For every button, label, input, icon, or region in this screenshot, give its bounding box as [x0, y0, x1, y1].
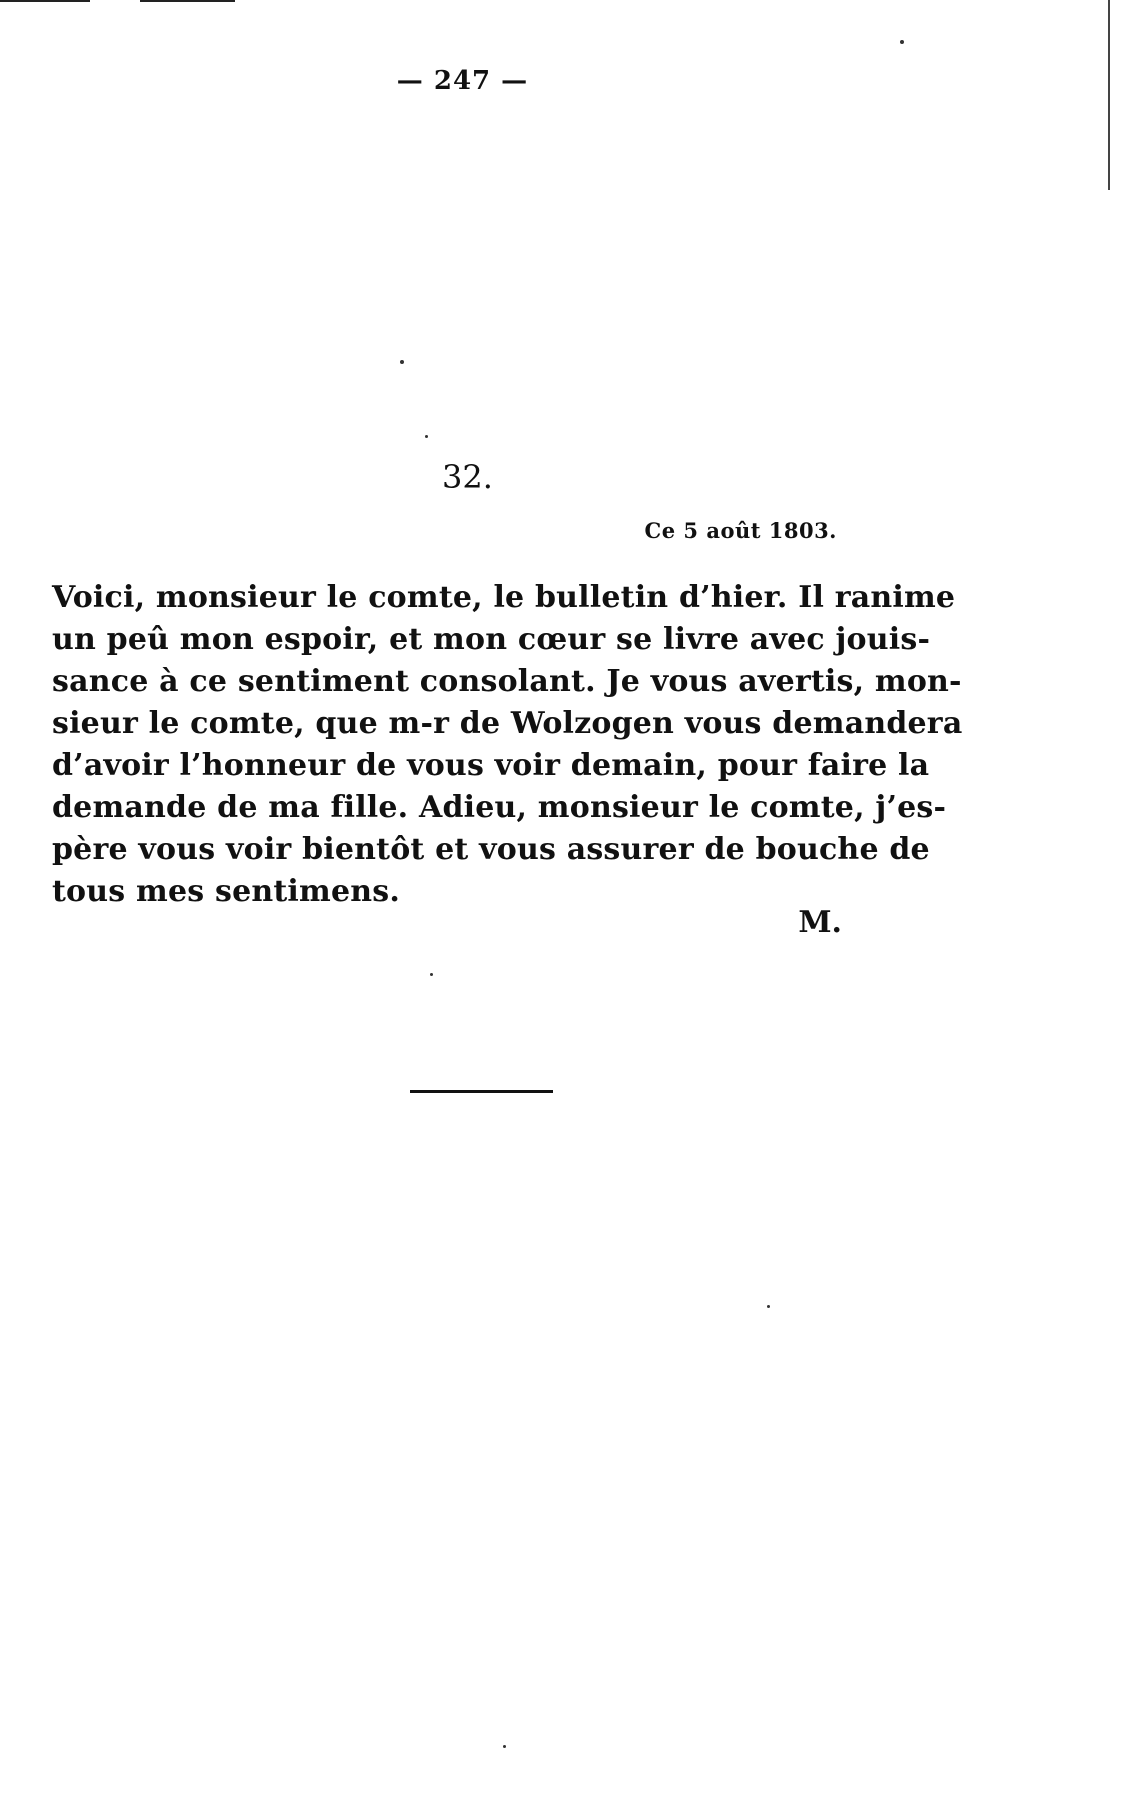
body-line: sance à ce sentiment consolant. Je vous avertis, mon- — [52, 664, 962, 699]
top-edge-rule — [0, 0, 90, 2]
body-line: demande de ma fille. Adieu, monsieur le comte, j’es- — [52, 790, 947, 825]
signature: M. — [798, 905, 842, 940]
scan-speck — [503, 1745, 506, 1748]
letter-body — [52, 577, 963, 913]
letter-number: 32. — [442, 458, 493, 496]
page-edge-line — [1108, 0, 1110, 190]
scan-speck — [425, 435, 428, 438]
scan-speck — [900, 40, 904, 44]
body-line: sieur le comte, que m-r de Wolzogen vous demandera — [52, 706, 963, 741]
scan-speck — [400, 360, 404, 364]
page-number: — 247 — — [396, 66, 529, 96]
body-line: un peû mon espoir, et mon cœur se livre avec jouis- — [52, 622, 931, 657]
dateline: Ce 5 août 1803. — [644, 518, 837, 543]
section-separator — [410, 1090, 553, 1093]
body-line: Voici, monsieur le comte, le bulletin d’hier. Il ranime — [52, 580, 956, 615]
scan-speck — [767, 1305, 770, 1308]
scan-speck — [430, 973, 433, 976]
top-edge-rule — [140, 0, 235, 2]
body-line: d’avoir l’honneur de vous voir demain, pour faire la — [52, 748, 930, 783]
body-line: père vous voir bientôt et vous assurer de bouche de — [52, 832, 930, 867]
body-line: tous mes sentimens. — [52, 874, 400, 909]
